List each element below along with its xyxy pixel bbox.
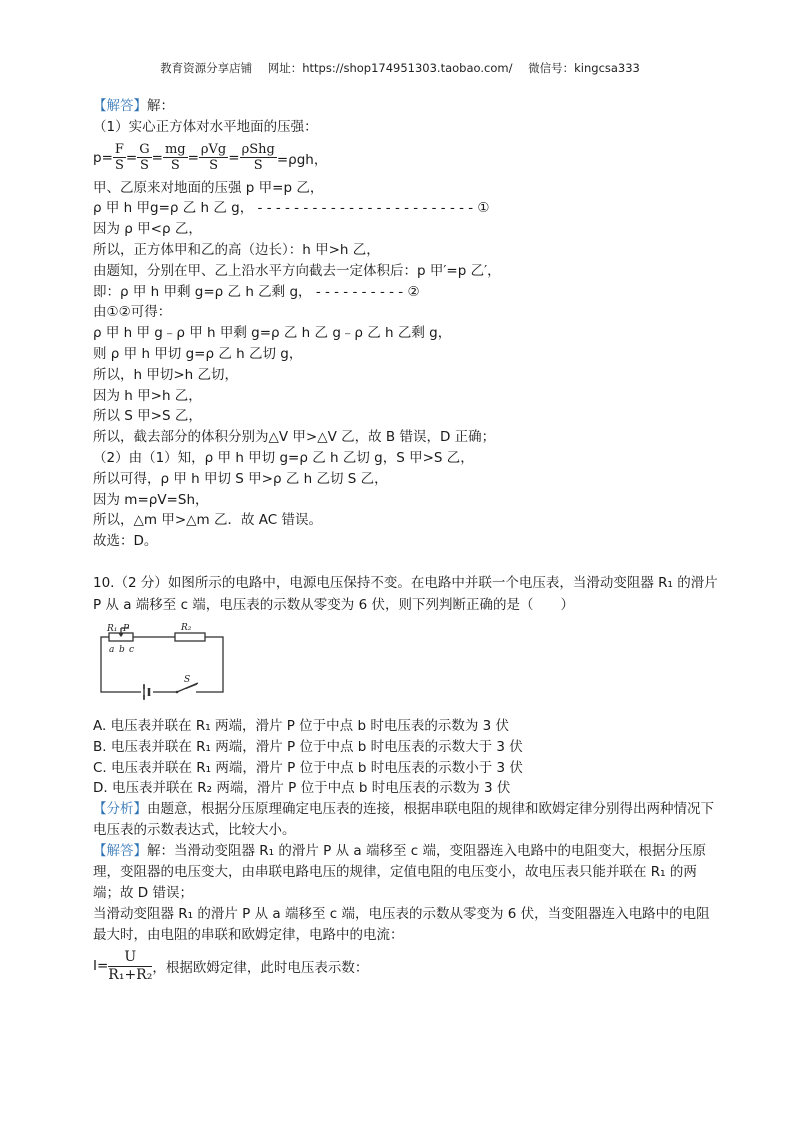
fraction [240, 142, 277, 173]
fraction-numerator: F [114, 142, 124, 158]
solution-line: 所以，正方体甲和乙的高（边长）：h 甲>h 乙， [93, 241, 380, 258]
solution-line: 故选：D。 [93, 533, 158, 550]
solution-line: 因为 m=ρV=Sh， [93, 491, 209, 508]
solution-line: ρ 甲 h 甲g=ρ 乙 h 乙 g， - - - - - - - - - - - - - - - - - - - - - - - - ① [93, 200, 490, 217]
label-p: P [123, 623, 130, 634]
fraction-denominator: S [170, 158, 180, 174]
resistor-r2 [175, 633, 205, 641]
solution-line: 所以，截去部分的体积分别为△V 甲>△V 乙，故 B 错误，D 正确； [93, 429, 496, 446]
solution-line: 由①②可得： [93, 304, 172, 321]
fraction-denominator: R₁+R₂ [108, 966, 153, 983]
fraction [113, 142, 126, 173]
page-header [0, 60, 800, 76]
label-b: b [119, 644, 125, 655]
equals-sign: = [151, 149, 163, 166]
answer-text-2: 当滑动变阻器 R₁ 的滑片 P 从 a 端移至 c 端，电压表的示数从零变为 6 伏，当变阻器连入电路中的电阻最大时，由电阻的串联和欧姆定律，电路中的电流： [93, 906, 710, 944]
solution-line: 即：ρ 甲 h 甲剩 g=ρ 乙 h 乙剩 g， - - - - - - - - - - ② [93, 283, 420, 300]
fraction-denominator: S [114, 158, 124, 174]
solution-tag-rest: 解： [147, 98, 174, 114]
pressure-formula [93, 138, 723, 178]
question-stem: 10.（2 分）如图所示的电路中，电源电压保持不变。在电路中并联一个电压表，当滑动变阻器 R₁ 的滑片 P 从 a 端移至 c 端，电压表的示数从零变为 6 伏，则下列判断正确的是（ ） [93, 574, 718, 613]
current-suffix: ，根据欧姆定律，此时电压表示数： [152, 960, 369, 977]
fraction-denominator: S [209, 158, 219, 174]
label-a: a [109, 644, 115, 655]
solution-line: （2）由（1）知，ρ 甲 h 甲切 g=ρ 乙 h 乙切 g，S 甲>S 乙， [93, 449, 474, 466]
solution-line: 因为 h 甲>h 乙， [93, 387, 202, 404]
fraction-numerator: ρShg [241, 142, 275, 158]
solution-line: 所以，△m 甲>△m 乙．故 AC 错误。 [93, 512, 322, 529]
fraction-numerator: G [139, 142, 150, 158]
solution-line: 因为 ρ 甲<ρ 乙， [93, 221, 202, 238]
equals-sign: = [187, 149, 199, 166]
solution-line: 所以 S 甲>S 乙， [93, 408, 202, 425]
answer [93, 841, 723, 904]
solution-line: 所以，h 甲切>h 乙切， [93, 366, 239, 383]
options-list [93, 716, 723, 799]
equals-sign: = [228, 149, 240, 166]
document-body [93, 96, 723, 986]
current-formula [93, 946, 723, 986]
shop-name: 教育资源分享店铺 [160, 61, 253, 75]
circuit-diagram [99, 622, 234, 702]
fraction-denominator: S [139, 158, 149, 174]
option-b: B. 电压表并联在 R₁ 两端，滑片 P 位于中点 b 时电压表的示数大于 3 伏 [93, 738, 523, 755]
solution-tag: 【解答】 [93, 98, 147, 114]
formula-prefix: p= [93, 149, 113, 166]
analysis-tag: 【分析】 [93, 801, 147, 818]
answer-text-1: 解：当滑动变阻器 R₁ 的滑片 P 从 a 端移至 c 端，变阻器连入电路中的电阻变大，根据分压原理，变阻器的电压变大，由串联电路电压的规律，定值电阻的电压变小，故电压表只能并联在 R₁ 的两端；故 D 错误； [93, 843, 706, 902]
analysis [93, 799, 723, 841]
option-a: A. 电压表并联在 R₁ 两端，滑片 P 位于中点 b 时电压表的示数为 3 伏 [93, 717, 510, 734]
fraction-numerator: mg [164, 142, 186, 158]
shop-url: 网址：https://shop174951303.taobao.com/ [267, 61, 513, 75]
answer-tag: 【解答】 [93, 843, 147, 860]
equals-sign: = [125, 149, 138, 166]
fraction-numerator: U [108, 949, 152, 967]
option-c: C. 电压表并联在 R₁ 两端，滑片 P 位于中点 b 时电压表的示数小于 3 伏 [93, 759, 523, 776]
label-r1: R₁ [107, 623, 118, 634]
fraction [199, 142, 228, 173]
solution-heading [93, 96, 723, 117]
option-d: D. 电压表并联在 R₂ 两端，滑片 P 位于中点 b 时电压表的示数为 3 伏 [93, 780, 511, 797]
solution-line: （1）实心正方体对水平地面的压强： [93, 118, 318, 135]
formula-suffix: =ρgh， [276, 151, 328, 168]
fraction-denominator: S [253, 158, 263, 174]
label-s: S [184, 674, 191, 685]
solution-line: 甲、乙原来对地面的压强 p 甲=p 乙， [93, 179, 324, 196]
fraction [137, 142, 151, 173]
current-fraction [108, 949, 152, 984]
solution-line: 由题知，分别在甲、乙上沿水平方向截去一定体积后：p 甲′=p 乙′， [93, 262, 501, 279]
label-r2: R₂ [181, 622, 192, 633]
solution-line: ρ 甲 h 甲 g﹣ρ 甲 h 甲剩 g=ρ 乙 h 乙 g﹣ρ 乙 h 乙剩 g， [93, 325, 452, 342]
analysis-text: 由题意，根据分压原理确定电压表的连接，根据串联电阻的规律和欧姆定律分别得出两种情况下电压表的示数表达式，比较大小。 [93, 801, 714, 839]
current-prefix: I= [93, 958, 109, 975]
wechat-id: 微信号：kingcsa333 [528, 61, 640, 75]
solution-line: 所以可得，ρ 甲 h 甲切 S 甲>ρ 乙 h 乙切 S 乙， [93, 470, 388, 487]
fraction-numerator: ρVg [200, 142, 227, 158]
solution-line: 则 ρ 甲 h 甲切 g=ρ 乙 h 乙切 g， [93, 345, 303, 362]
label-c: c [129, 644, 135, 655]
fraction [163, 142, 188, 173]
